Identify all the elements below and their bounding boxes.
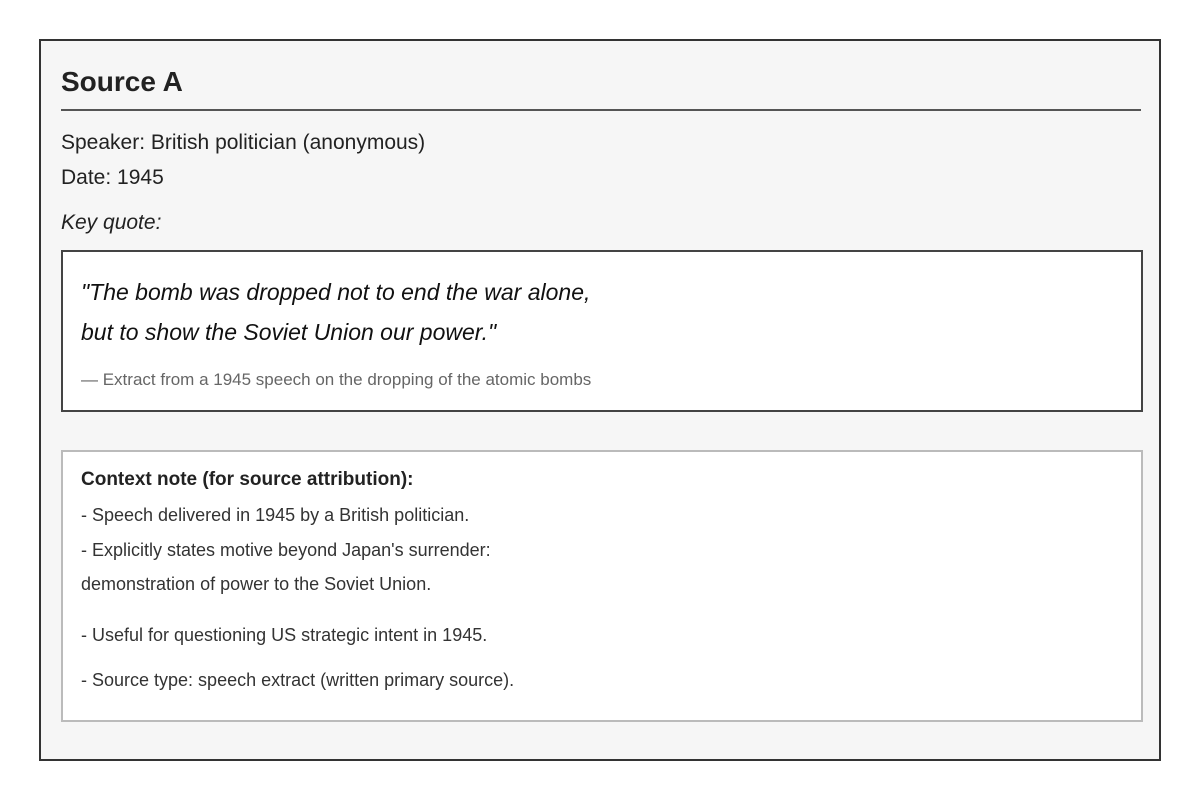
context-line: - Explicitly states motive beyond Japan's surrender:: [81, 540, 491, 560]
source-title: Source A: [61, 66, 183, 97]
context-note-box: [61, 450, 1143, 722]
context-line: demonstration of power to the Soviet Union.: [81, 574, 432, 594]
speaker-line: Speaker: British politician (anonymous): [61, 131, 426, 154]
key-quote-label: Key quote:: [61, 211, 162, 234]
title-divider: [61, 109, 1141, 111]
quote-line-2: but to show the Soviet Union our power.": [81, 319, 497, 345]
context-note-title: Context note (for source attribution):: [81, 469, 414, 490]
source-card: [39, 39, 1161, 761]
quote-box: [61, 250, 1143, 412]
date-line: Date: 1945: [61, 166, 164, 189]
context-line: - Source type: speech extract (written primary source).: [81, 670, 515, 690]
quote-line-1: "The bomb was dropped not to end the war alone,: [81, 279, 591, 305]
context-line: - Speech delivered in 1945 by a British politician.: [81, 505, 470, 525]
context-line: - Useful for questioning US strategic intent in 1945.: [81, 625, 488, 645]
quote-attribution: — Extract from a 1945 speech on the dropping of the atomic bombs: [81, 370, 592, 389]
